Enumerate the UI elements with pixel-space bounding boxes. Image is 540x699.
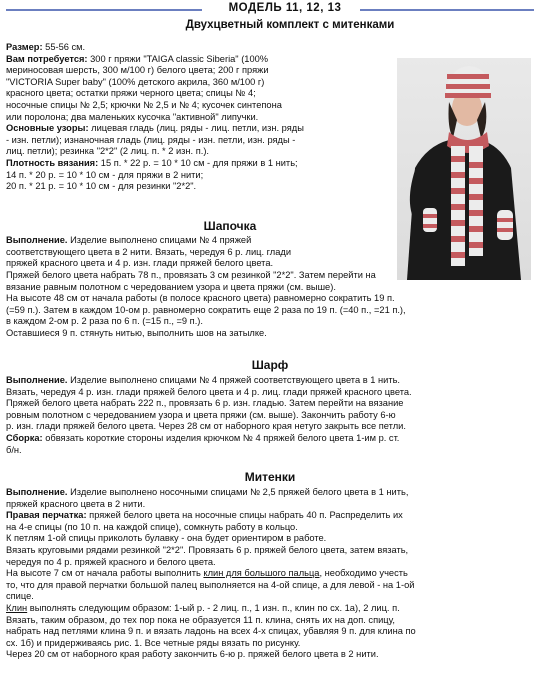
scarf-section bbox=[6, 375, 536, 456]
intro-section bbox=[6, 42, 394, 193]
mittens-section bbox=[6, 487, 536, 661]
mittens-text: , необходимо учесть bbox=[319, 568, 408, 579]
hat-text: (=59 п.). Затем в каждом 10-ом р. равномерно сократить еще 2 раза по 19 п. (=40 п., =21 п.), bbox=[6, 304, 406, 315]
mittens-text: то, что для правой перчатки большой палец выполняется на 4-ой спице, а для левой - на 1-ой bbox=[6, 579, 415, 590]
model-number-title: МОДЕЛЬ 11, 12, 13 bbox=[228, 2, 342, 14]
hat-text: вязание равным полотном с чередованием узора и цвета пряжи (см. выше). bbox=[6, 281, 336, 292]
scarf-text: Вязать, чередуя 4 р. изн. глади пряжей белого цвета и 4 р. лиц. глади пряжей красного цвета. bbox=[6, 386, 412, 397]
density-text: 15 п. * 22 р. = 10 * 10 см - для пряжи в 1 нить; bbox=[98, 157, 298, 168]
hat-heading: Шапочка bbox=[203, 219, 257, 233]
wedge-term: Клин bbox=[6, 602, 28, 613]
hat-text: соответствующего цвета в 2 нити. Вязать, чередуя 6 р. лиц. глади bbox=[6, 246, 292, 257]
density-text: 20 п. * 21 р. = 10 * 10 см - для резинки "2*2". bbox=[6, 181, 197, 192]
scarf-text: обвязать короткие стороны изделия крючком № 4 пряжей белого цвета 1-им р. ст. bbox=[42, 432, 400, 443]
size-value: 55-56 см. bbox=[42, 42, 86, 52]
patterns-text: лиц. петли); резинка "2*2" (2 лиц. п. * 2 изн. п.). bbox=[6, 146, 209, 157]
materials-text: или поролона; два маленьких кусочка "активной" липучки. bbox=[6, 111, 259, 122]
hat-section-wide bbox=[6, 270, 536, 340]
size-label: Размер: bbox=[6, 42, 43, 52]
patterns-text: - изн. петли); изнаночная гладь (лиц. ряды - изн. петли, изн. ряды - bbox=[6, 134, 296, 145]
model-photo-illustration bbox=[397, 58, 531, 280]
hat-exec-label: Выполнение. bbox=[6, 235, 68, 245]
hat-text: Оставшиеся 9 п. стянуть нитью, выполнить шов на затылке. bbox=[6, 327, 267, 338]
patterns-text: лицевая гладь (лиц. ряды - лиц. петли, изн. ряды bbox=[88, 123, 304, 134]
materials-label: Вам потребуется: bbox=[6, 53, 88, 64]
mittens-text: пряжей белого цвета на носочные спицы набрать 40 п. Распределить их bbox=[86, 510, 403, 521]
mittens-text: Через 20 см от наборного края работу закончить 6-ю р. пряжей белого цвета в 2 нити. bbox=[6, 649, 379, 660]
mittens-text: Вязать, таким образом, до тех пор пока не образуется 11 п. клина, снять их на доп. спицу, bbox=[6, 614, 395, 625]
thumb-wedge-term: клин для большого пальца bbox=[203, 568, 320, 579]
density-line bbox=[6, 158, 394, 170]
scarf-text: б/н. bbox=[6, 444, 22, 455]
mittens-text: пряжей красного цвета в 2 нити. bbox=[6, 498, 146, 509]
mittens-text: спице. bbox=[6, 591, 34, 602]
header-rule-right bbox=[360, 9, 534, 11]
mittens-text: выполнять следующим образом: 1-ый р. - 2 лиц. п., 1 изн. п., клин по сх. 1а), 2 лиц. п. bbox=[27, 602, 400, 613]
scarf-exec-label: Выполнение. bbox=[6, 375, 68, 385]
mittens-text: К петлям 1-ой спицы приколоть булавку - она будет ориентиром в работе. bbox=[6, 533, 327, 544]
patterns-line bbox=[6, 123, 394, 135]
materials-text: носочные спицы № 2,5; крючки № 2,5 и № 4; кусочек синтепона bbox=[6, 99, 282, 110]
materials-text: 300 г пряжи "TAIGA classic Siberia" (100% bbox=[87, 53, 269, 64]
mittens-text: Вязать круговыми рядами резинкой "2*2". Провязать 6 р. пряжей белого цвета, затем вязать, bbox=[6, 544, 409, 555]
scarf-assembly-label: Сборка: bbox=[6, 432, 43, 443]
page-subtitle: Двухцветный комплект с митенками bbox=[185, 19, 395, 31]
patterns-label: Основные узоры: bbox=[6, 123, 89, 134]
mittens-exec-label: Выполнение. bbox=[6, 487, 68, 497]
model-photo bbox=[397, 58, 531, 280]
density-label: Плотность вязания: bbox=[6, 157, 99, 168]
hat-text: пряжей красного цвета и 4 р. изн. глади пряжей белого цвета. bbox=[6, 258, 274, 269]
materials-text: "VICTORIA Super baby" (100% детского акрила, 360 м/100 г) bbox=[6, 76, 265, 87]
header-rule-left bbox=[6, 9, 202, 11]
mittens-text: чередуя по 4 р. пряжей красного и белого цвета. bbox=[6, 556, 216, 567]
scarf-text: Пряжей белого цвета набрать 222 п., провязать 6 р. изн. гладью. Затем перейти на вязание bbox=[6, 398, 404, 409]
size-line bbox=[6, 42, 394, 54]
mittens-text: Изделие выполнено носочными спицами № 2,5 пряжей белого цвета в 1 нить, bbox=[67, 487, 409, 497]
hat-text: Пряжей белого цвета набрать 78 п., провязать 3 см резинкой "2*2". Затем перейти на bbox=[6, 270, 376, 280]
mittens-text: На высоте 7 см от начала работы выполнить bbox=[6, 568, 204, 579]
hat-text: Изделие выполнено спицами № 4 пряжей bbox=[67, 235, 252, 245]
scarf-text: р. изн. глади пряжей белого цвета. Через 28 см от наборного края нетуго закрыть все петли. bbox=[6, 421, 406, 432]
right-glove-label: Правая перчатка: bbox=[6, 510, 87, 521]
materials-line bbox=[6, 54, 394, 66]
scarf-text: ровным полотном с чередованием узора и цвета пряжи (см. выше). Закончить работу 6-ю bbox=[6, 409, 396, 420]
mittens-text: сх. 1б) и придерживаясь рис. 1. Все четные ряды вязать по рисунку. bbox=[6, 637, 301, 648]
hat-text: в каждом 2-ом р. 2 раза по 6 п. (=15 п., =9 п.). bbox=[6, 316, 203, 327]
mittens-heading: Митенки bbox=[244, 470, 296, 484]
scarf-heading: Шарф bbox=[251, 358, 289, 372]
hat-section bbox=[6, 235, 394, 270]
mittens-text: набрать над петлями клина 9 п. и вязать ладонь на всех 4-х спицах, убавляя 9 п. для клина по bbox=[6, 626, 416, 637]
materials-text: красного цвета; остатки пряжи черного цвета; спицы № 4; bbox=[6, 88, 256, 99]
scarf-text: Изделие выполнено спицами № 4 пряжей соответствующего цвета в 1 нить. bbox=[67, 375, 400, 385]
hat-text: На высоте 48 см от начала работы (в полосе красного цвета) равномерно сократить 19 п. bbox=[6, 293, 395, 304]
materials-text: мериносовая шерсть, 300 м/100 г) белого цвета; 200 г пряжи bbox=[6, 65, 269, 76]
density-text: 14 п. * 20 р. = 10 * 10 см - для пряжи в 2 нити; bbox=[6, 169, 204, 180]
mittens-text: на 4-е спицы (по 10 п. на каждой спице), сомкнуть работу в кольцо. bbox=[6, 521, 298, 532]
